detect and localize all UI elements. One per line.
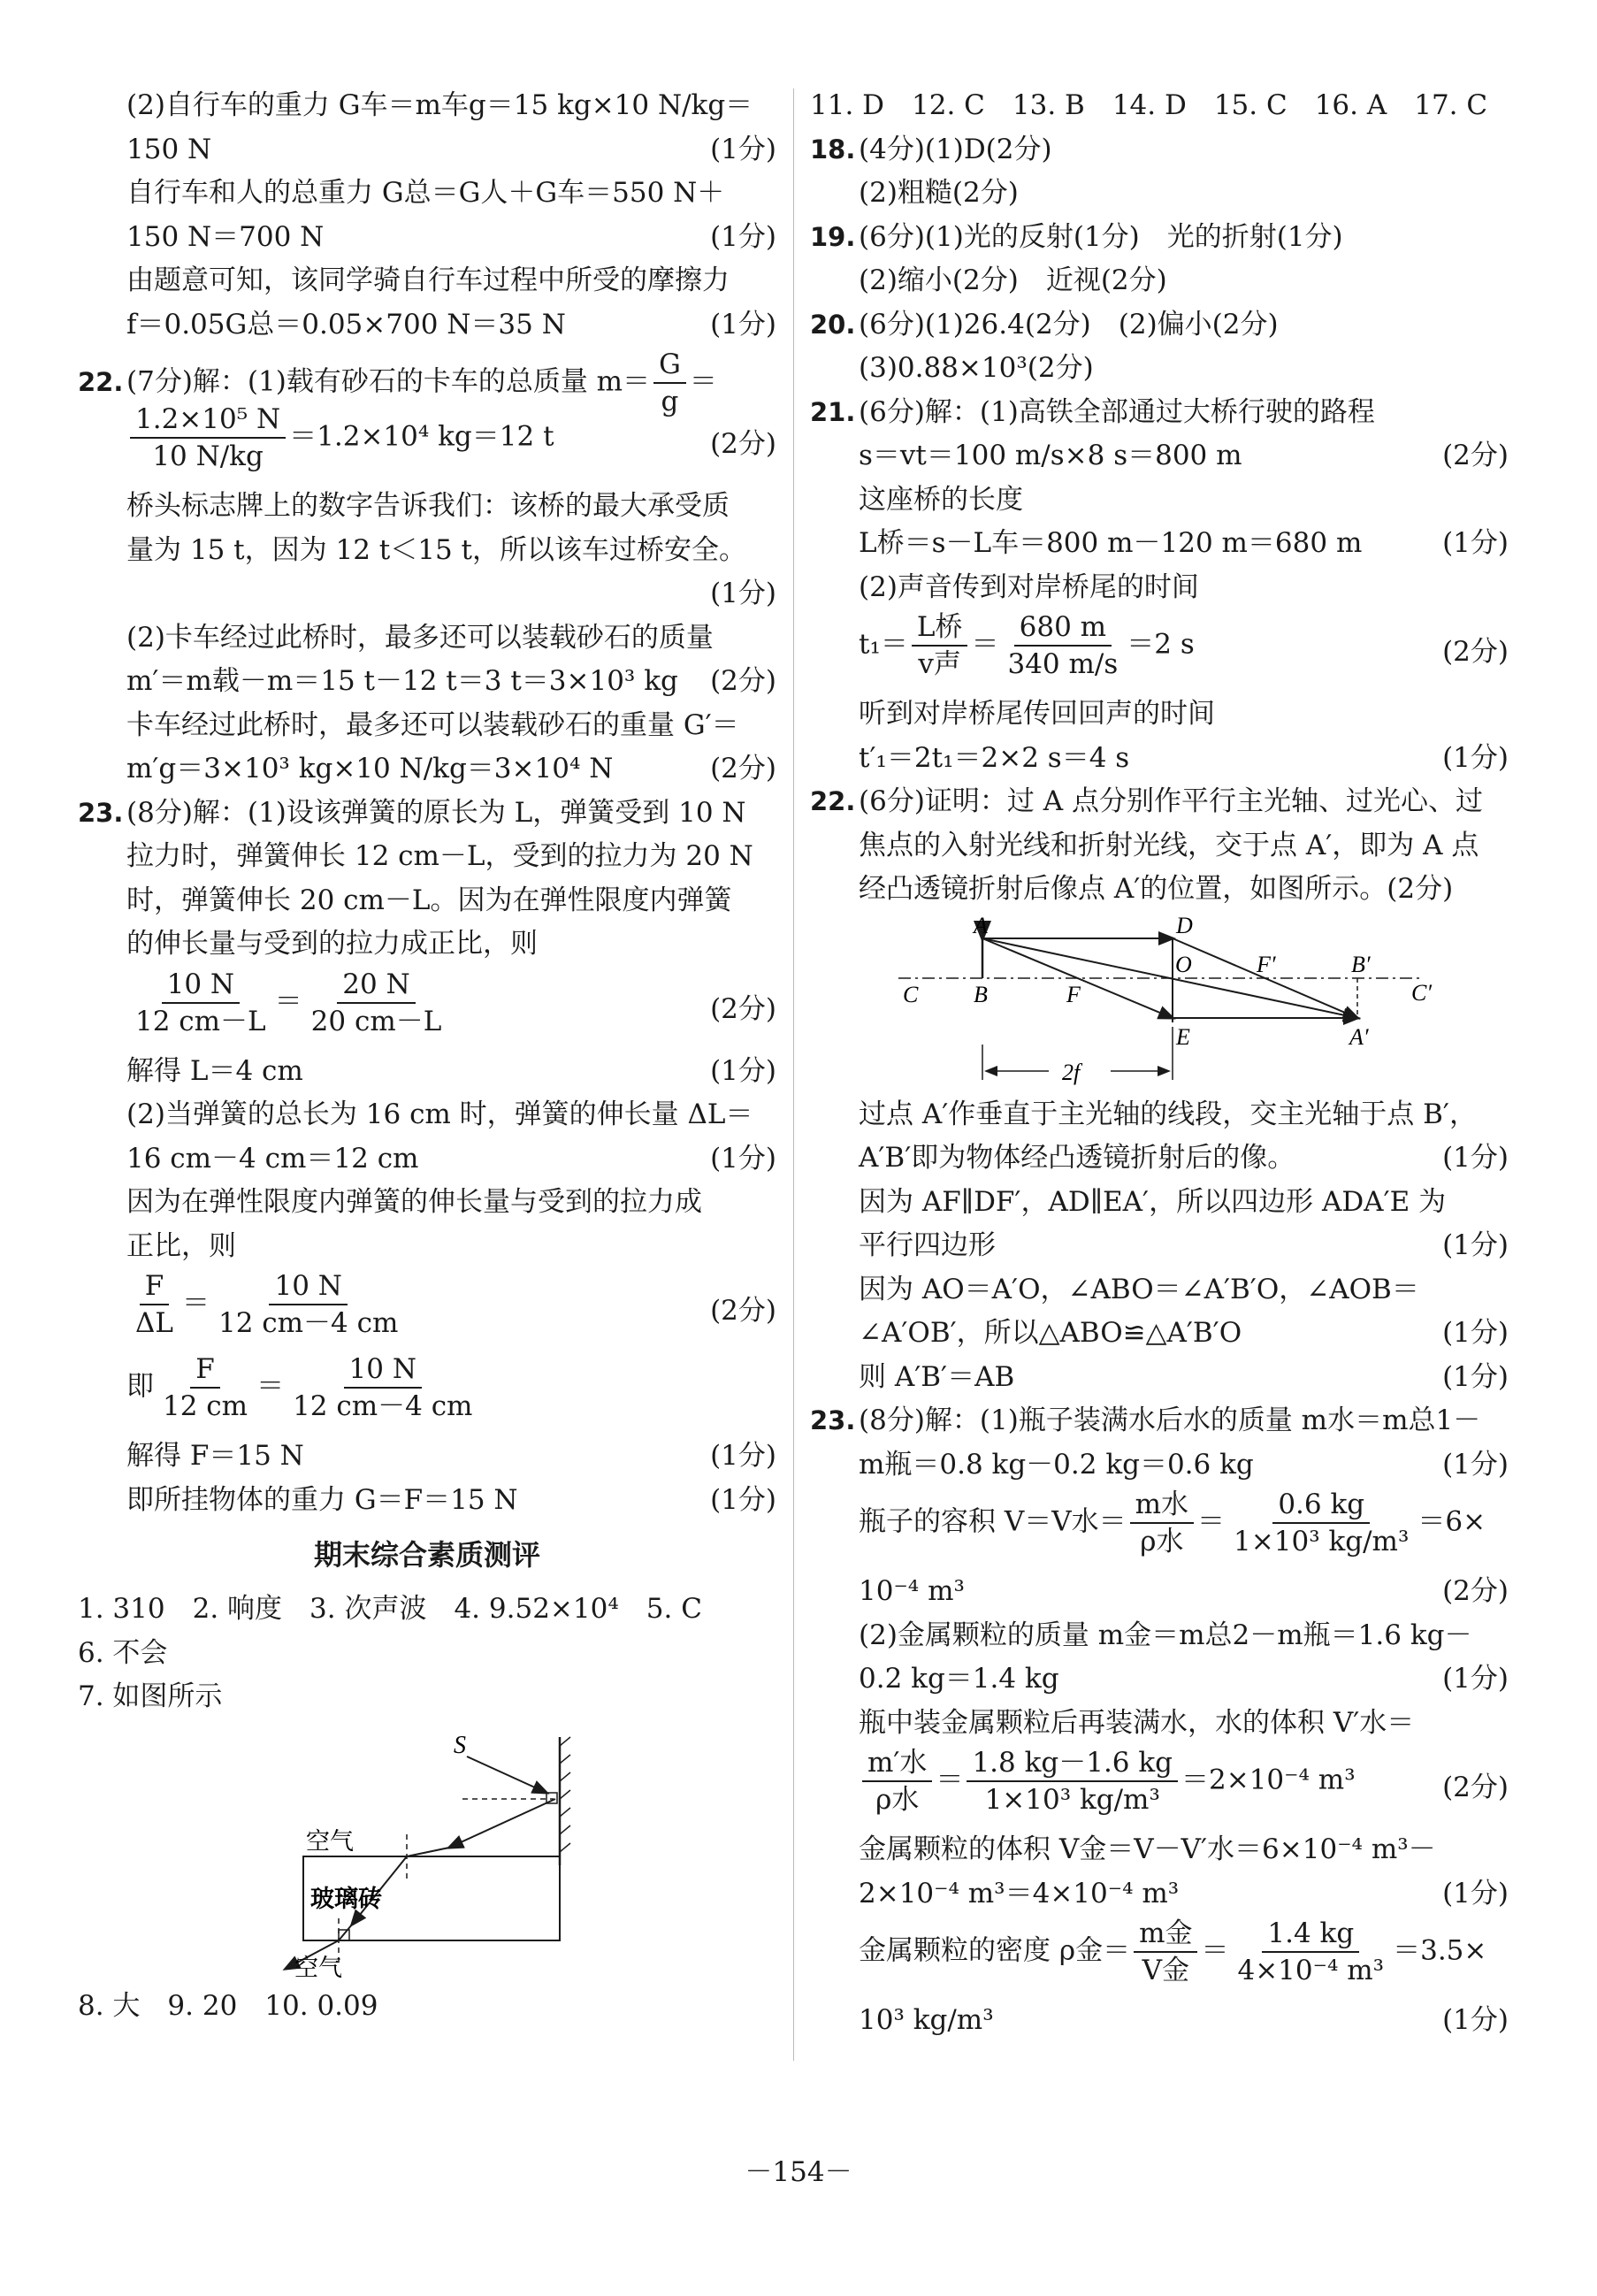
score: (1分) [710, 133, 776, 165]
answer-text: ＝3.5× [1393, 1934, 1487, 1967]
label-air: 空气 [306, 1827, 354, 1856]
answer-text: 0.2 kg＝1.4 kg [859, 1663, 1059, 1695]
answer-text: 的伸长量与受到的拉力成正比，则 [126, 928, 538, 960]
answer-text: 因为 AF∥DF′，AD∥EA′，所以四边形 ADA′E 为 [859, 1185, 1447, 1218]
answer-text: ＝2×10⁻⁴ m³ [1181, 1764, 1356, 1796]
denominator: v声 [918, 648, 961, 680]
answer-text: 瓶子的容积 V＝V水＝ [859, 1505, 1127, 1538]
text-line [810, 824, 1509, 869]
answer-text: (4分)(1)D(2分) [859, 133, 1052, 165]
text-line [78, 922, 776, 967]
denominator: 1×10³ kg/m³ [1234, 1526, 1410, 1557]
answer-text: (7分)解：(1)载有砂石的卡车的总质量 m＝ [126, 365, 651, 398]
text-line [78, 529, 776, 573]
score: (1分) [1442, 2004, 1509, 2036]
answer-text: 因为 AO＝A′O，∠ABO＝∠A′B′O，∠AOB＝ [859, 1273, 1419, 1305]
left-column [78, 84, 776, 2028]
answer-text: (2)当弹簧的总长为 16 cm 时，弹簧的伸长量 ΔL＝ [126, 1098, 753, 1130]
refraction-diagram [78, 1719, 776, 1985]
answer-text: 6. 不会 [78, 1636, 168, 1669]
label-b-prime: B′ [1351, 951, 1371, 977]
answer-text: 则 A′B′＝AB [859, 1360, 1015, 1393]
refraction-figure [78, 1719, 776, 1985]
answer-text: t′₁＝2t₁＝2×2 s＝4 s [859, 741, 1130, 774]
text-line [810, 522, 1509, 566]
denominator: 4×10⁻⁴ m³ [1237, 1955, 1385, 1986]
denominator: ΔL [135, 1307, 173, 1339]
answer-text: ∠A′OB′，所以△ABO≌△A′B′O [859, 1317, 1242, 1349]
question-22-proof [810, 780, 1509, 824]
numerator: L桥 [912, 609, 968, 647]
reflected-ray [449, 1799, 555, 1848]
answer-text: (2)金属颗粒的质量 m金＝m总2－m瓶＝1.6 kg－ [859, 1619, 1472, 1651]
numerator: 1.2×10⁵ N [130, 402, 286, 439]
answer-text: 即 [126, 1370, 154, 1403]
fraction [157, 1351, 253, 1424]
score: (1分) [1442, 1229, 1509, 1261]
answer-text: 桥头标志牌上的数字告诉我们：该桥的最大承受质 [126, 490, 730, 522]
text-line [810, 259, 1509, 303]
denominator: 12 cm－4 cm [293, 1390, 473, 1422]
text-line [78, 572, 776, 616]
score: (1分) [1442, 741, 1509, 774]
numerator: F [190, 1351, 220, 1389]
score: (1分) [710, 1483, 776, 1516]
numerator: F [140, 1268, 170, 1305]
text-line [810, 1872, 1509, 1917]
text-line [78, 747, 776, 792]
answer-text: (3)0.88×10³(2分) [859, 352, 1094, 384]
answer-text: 量为 15 t，因为 12 t＜15 t，所以该车过桥安全。 [126, 533, 746, 566]
label-glass: 玻璃砖 [310, 1885, 382, 1913]
answer-text: 解得 L＝4 cm [126, 1054, 303, 1087]
score: (2分) [710, 428, 776, 460]
score: (2分) [1442, 636, 1509, 668]
denominator: 12 cm－4 cm [218, 1307, 399, 1339]
label-a-prime: A′ [1349, 1023, 1369, 1050]
answer-text: 焦点的入射光线和折射光线，交于点 A′，即为 A 点 [859, 829, 1479, 861]
answer-text: (6分)解：(1)高铁全部通过大桥行驶的路程 [859, 395, 1375, 428]
text-line [78, 1181, 776, 1225]
answer-text: (6分)证明：过 A 点分别作平行主光轴、过光心、过 [859, 785, 1484, 817]
text-line [78, 1588, 776, 1632]
answer-text: 11. D 12. C 13. B 14. D 15. C 16. A 17. C [810, 89, 1488, 121]
question-23-right [810, 1399, 1509, 1443]
text-line: t₁＝ $\frac{\text{L桥}}{\text{v声}}$ ＝ $\frac{680 m}{340 m/s}$ ＝2 s (2分) [859, 611, 1509, 680]
answer-text: 金属颗粒的体积 V金＝V－V′水＝6×10⁻⁴ m³－ [859, 1833, 1436, 1865]
answer-text: 瓶中装金属颗粒后再装满水，水的体积 V′水＝ [859, 1706, 1415, 1739]
text-line [78, 1675, 776, 1719]
text-line [78, 402, 776, 485]
fraction [1002, 609, 1123, 682]
numerator: G [653, 347, 686, 384]
label-a: A [974, 912, 988, 938]
reflected-ray [407, 1848, 449, 1856]
answer-text: m瓶＝0.8 kg－0.2 kg＝0.6 kg [859, 1448, 1254, 1481]
denominator: 12 cm [163, 1390, 248, 1422]
score: (1分) [1442, 1142, 1509, 1174]
score: (2分) [710, 753, 776, 784]
column-divider [793, 88, 794, 2061]
denominator: ρ水 [875, 1784, 920, 1816]
fraction [130, 1268, 179, 1341]
text-line [810, 478, 1509, 523]
answer-text: 10⁻⁴ m³ [859, 1575, 965, 1607]
numerator: 10 N [162, 967, 240, 1004]
question-number: 18. [810, 134, 856, 165]
text-line [78, 1479, 776, 1523]
lens-figure [810, 912, 1509, 1093]
answer-text: f＝0.05G总＝0.05×700 N＝35 N [126, 308, 566, 341]
mirror-hatch [560, 1737, 570, 1852]
answer-text: 10³ kg/m³ [859, 2004, 994, 2036]
answer-text: (6分)(1)光的反射(1分) 光的折射(1分) [859, 220, 1343, 253]
label-f-prime: F′ [1257, 951, 1276, 977]
incident-ray [467, 1756, 546, 1793]
score: (2分) [1442, 440, 1509, 471]
text-line [78, 1632, 776, 1676]
text-line [78, 259, 776, 303]
answer-text: 正比，则 [126, 1229, 236, 1262]
answer-text: 拉力时，弹簧伸长 12 cm－L，受到的拉力为 20 N [126, 840, 753, 872]
text-line [810, 1443, 1509, 1488]
text-line [810, 172, 1509, 216]
question-number: 19. [810, 221, 856, 252]
answer-text: L桥＝s－L车＝800 m－120 m＝680 m [859, 527, 1363, 559]
answer-text: 这座桥的长度 [859, 483, 1023, 516]
text-line [810, 1614, 1509, 1658]
answer-text: 经凸透镜折射后像点 A′的位置，如图所示。(2分) [859, 873, 1454, 905]
question-23 [78, 792, 776, 836]
text-line: $\frac{\text{m′水}}{\text{ρ水}}$ ＝ $\frac{1.8 kg-1.6 kg}{\text{1×10³ kg/m³}}$ ＝2×10⁻⁴ m³ (2分) [810, 1745, 1509, 1828]
text-line [78, 485, 776, 529]
label-o: O [1175, 951, 1192, 977]
ray-center [982, 938, 1357, 1018]
text-line [810, 347, 1509, 391]
text-line: 瓶子的容积 V＝V水＝ $\frac{\text{m水}}{\text{ρ水}}$ ＝ $\frac{0.6 kg}{\text{1×10³ kg/m³}}$ ＝6× [859, 1489, 1486, 1557]
denominator: V金 [1142, 1955, 1189, 1986]
text-line: $\frac{10 N}{12 cm-L}$ ＝ $\frac{20 N}{20 cm-L}$ (2分) [78, 967, 776, 1050]
answer-text: 由题意可知，该同学骑自行车过程中所受的摩擦力 [126, 264, 730, 296]
score: (1分) [710, 308, 776, 341]
answer-text: (2)粗糙(2分) [859, 177, 1019, 209]
question-19 [810, 216, 1509, 260]
label-c-prime: C′ [1411, 979, 1433, 1006]
score: (1分) [710, 1142, 776, 1175]
text-line [78, 1050, 776, 1094]
question-number: 23. [810, 1405, 856, 1435]
answer-text: ＝6× [1417, 1505, 1486, 1538]
answer-text: 金属颗粒的密度 ρ金＝ [859, 1934, 1131, 1967]
text-line [810, 1356, 1509, 1400]
text-line [810, 1181, 1509, 1225]
label-b: B [974, 981, 988, 1007]
text-line [78, 616, 776, 661]
answer-text: ＝2 s [1127, 628, 1195, 661]
text-line: 即 $\frac{F}{12 cm}$ ＝ $\frac{10 N}{12 cm-4 cm}$ [78, 1351, 776, 1435]
answer-text: m′g＝3×10³ kg×10 N/kg＝3×10⁴ N [126, 753, 614, 784]
answer-text: 过点 A′作垂直于主光轴的线段，交主光轴于点 B′， [859, 1098, 1477, 1130]
text-line [78, 704, 776, 748]
text-line [78, 128, 776, 172]
answer-text: 因为在弹性限度内弹簧的伸长量与受到的拉力成 [126, 1186, 702, 1218]
answer-text: (6分)(1)26.4(2分) (2)偏小(2分) [859, 308, 1279, 341]
page-number: －154－ [745, 2156, 852, 2188]
denominator: g [661, 386, 679, 417]
answer-text: 7. 如图所示 [78, 1680, 223, 1712]
answer-text: 16 cm－4 cm＝12 cm [126, 1142, 419, 1175]
answer-text: 卡车经过此桥时，最多还可以装载砂石的重量 G′＝ [126, 708, 739, 741]
text-line [810, 1828, 1509, 1872]
numerator: m水 [1130, 1487, 1194, 1524]
label-c: C [903, 981, 919, 1007]
label-e: E [1176, 1023, 1190, 1050]
text-line [78, 84, 776, 128]
text-line [78, 660, 776, 704]
text-line [78, 1137, 776, 1182]
score: (1分) [1442, 1448, 1509, 1481]
numerator: m金 [1134, 1916, 1197, 1953]
score: (2分) [710, 992, 776, 1025]
answer-text: (2)缩小(2分) 近视(2分) [859, 264, 1167, 296]
section-title: 期末综合素质测评 [313, 1538, 540, 1572]
numerator: 680 m [1014, 609, 1112, 647]
fraction [912, 609, 968, 682]
text-line [78, 172, 776, 216]
question-21 [810, 391, 1509, 435]
denominator: 340 m/s [1007, 648, 1119, 680]
score: (1分) [1442, 527, 1509, 559]
question-number: 22. [810, 786, 856, 816]
numerator: 1.8 kg－1.6 kg [967, 1745, 1178, 1782]
fraction [1232, 1916, 1389, 1988]
answer-text: 解得 F＝15 N [126, 1440, 304, 1472]
fraction [1130, 1487, 1194, 1559]
fraction [287, 1351, 478, 1424]
answer-text: 即所挂物体的重力 G＝F＝15 N [126, 1483, 518, 1516]
answer-text: m′＝m载－m＝15 t－12 t＝3 t＝3×10³ kg [126, 665, 678, 697]
text-line [810, 868, 1509, 912]
denominator: 12 cm－L [135, 1005, 266, 1037]
text-line [78, 1225, 776, 1269]
label-air: 空气 [294, 1954, 342, 1982]
answer-text: 150 N＝700 N [126, 220, 325, 253]
label-s: S [454, 1731, 466, 1759]
text-line [810, 737, 1509, 781]
text-line [810, 1268, 1509, 1313]
answer-text: A′B′即为物体经凸透镜折射后的像。 [859, 1142, 1295, 1174]
text-line: $\frac{F}{\Delta L}$ ＝ $\frac{10 N}{12 cm-4 cm}$ (2分) [78, 1268, 776, 1351]
answer-text: s＝vt＝100 m/s×8 s＝800 m [859, 440, 1242, 471]
answer-text: 8. 大 9. 20 10. 0.09 [78, 1989, 378, 2022]
answer-text: ＝1.2×10⁴ kg＝12 t [289, 420, 554, 453]
lens-diagram [810, 912, 1509, 1093]
question-number: 21. [810, 396, 856, 427]
score: (1分) [710, 220, 776, 253]
fraction [130, 967, 271, 1039]
question-number: 23. [78, 797, 124, 828]
answer-text: 听到对岸桥尾传回回声的时间 [859, 698, 1215, 730]
answer-text: (2)声音传到对岸桥尾的时间 [859, 570, 1199, 603]
text-line [810, 434, 1509, 478]
score: (1分) [1442, 1877, 1509, 1910]
question-20 [810, 303, 1509, 348]
text-line [78, 303, 776, 348]
fraction [1134, 1916, 1197, 1988]
answer-text: 时，弹簧伸长 20 cm－L。因为在弹性限度内弹簧 [126, 884, 732, 916]
numerator: 1.4 kg [1262, 1916, 1359, 1953]
text-line [810, 566, 1509, 610]
question-number: 20. [810, 309, 856, 340]
text-line [810, 1137, 1509, 1181]
text-line [810, 84, 1509, 128]
denominator: ρ水 [1140, 1526, 1184, 1557]
score: (1分) [1442, 1360, 1509, 1393]
answer-text: 1. 310 2. 响度 3. 次声波 4. 9.52×10⁴ 5. C [78, 1593, 702, 1625]
label-d: D [1176, 912, 1193, 938]
numerator: 10 N [269, 1268, 347, 1305]
text-line [810, 1312, 1509, 1356]
text-line [810, 693, 1509, 737]
text-line [810, 1570, 1509, 1614]
numerator: 10 N [344, 1351, 422, 1389]
fraction [306, 967, 447, 1039]
numerator: m′水 [862, 1745, 932, 1782]
score: (1分) [710, 578, 776, 609]
score: (2分) [710, 665, 776, 697]
score: (1分) [710, 1054, 776, 1087]
fraction [1228, 1487, 1414, 1559]
denominator: 20 cm－L [310, 1005, 442, 1037]
answer-text: (8分)解：(1)瓶子装满水后水的质量 m水＝m总1－ [859, 1404, 1481, 1436]
answer-text: 2×10⁻⁴ m³＝4×10⁻⁴ m³ [859, 1877, 1180, 1910]
score: (1分) [1442, 1663, 1509, 1695]
text-line: 金属颗粒的密度 ρ金＝ $\frac{\text{m金}}{\text{V金}}$ ＝ $\frac{1.4 kg}{\text{4×10⁻⁴ m³}}$ ＝3.5× [859, 1917, 1487, 1986]
answer-text: (2)卡车经过此桥时，最多还可以装载砂石的质量 [126, 621, 714, 654]
text-line [78, 1093, 776, 1137]
fraction [862, 1745, 932, 1818]
text-line [78, 216, 776, 260]
score: (1分) [1442, 1317, 1509, 1349]
fraction [213, 1268, 403, 1341]
score: (2分) [1442, 1575, 1509, 1607]
score: (2分) [1442, 1772, 1509, 1803]
numerator: 0.6 kg [1272, 1487, 1370, 1524]
question-18 [810, 128, 1509, 172]
text-line [78, 879, 776, 923]
text-line [810, 1093, 1509, 1137]
fraction [130, 402, 286, 474]
question-number: 22. [78, 366, 124, 397]
score: (2分) [710, 1295, 776, 1327]
answer-text: (8分)解：(1)设该弹簧的原长为 L，弹簧受到 10 N [126, 796, 746, 829]
text-line [810, 1657, 1509, 1702]
text-line [810, 1702, 1509, 1746]
numerator: 20 N [337, 967, 415, 1004]
answer-text: 自行车和人的总重力 G总＝G人＋G车＝550 N＋ [126, 177, 725, 209]
answer-text: 150 N [126, 133, 212, 165]
text-line [78, 835, 776, 879]
text-line [78, 1985, 776, 2029]
label-2f: 2f [1062, 1059, 1081, 1085]
denominator: 10 N/kg [152, 440, 264, 472]
score: (1分) [710, 1440, 776, 1472]
denominator: 1×10³ kg/m³ [984, 1784, 1160, 1816]
question-22: 22. (7分)解：(1)载有砂石的卡车的总质量 m＝ $\frac{G}{g}$ ＝ [78, 348, 717, 417]
text-line [78, 1435, 776, 1479]
label-f: F [1066, 981, 1081, 1007]
text-line [810, 1999, 1509, 2043]
answer-text: (2)自行车的重力 G车＝m车g＝15 kg×10 N/kg＝ [126, 89, 753, 121]
answer-text: t₁＝ [859, 628, 908, 661]
fraction [967, 1745, 1178, 1818]
text-line [810, 1224, 1509, 1268]
answer-text: 平行四边形 [859, 1229, 996, 1261]
right-column [810, 84, 1509, 2043]
